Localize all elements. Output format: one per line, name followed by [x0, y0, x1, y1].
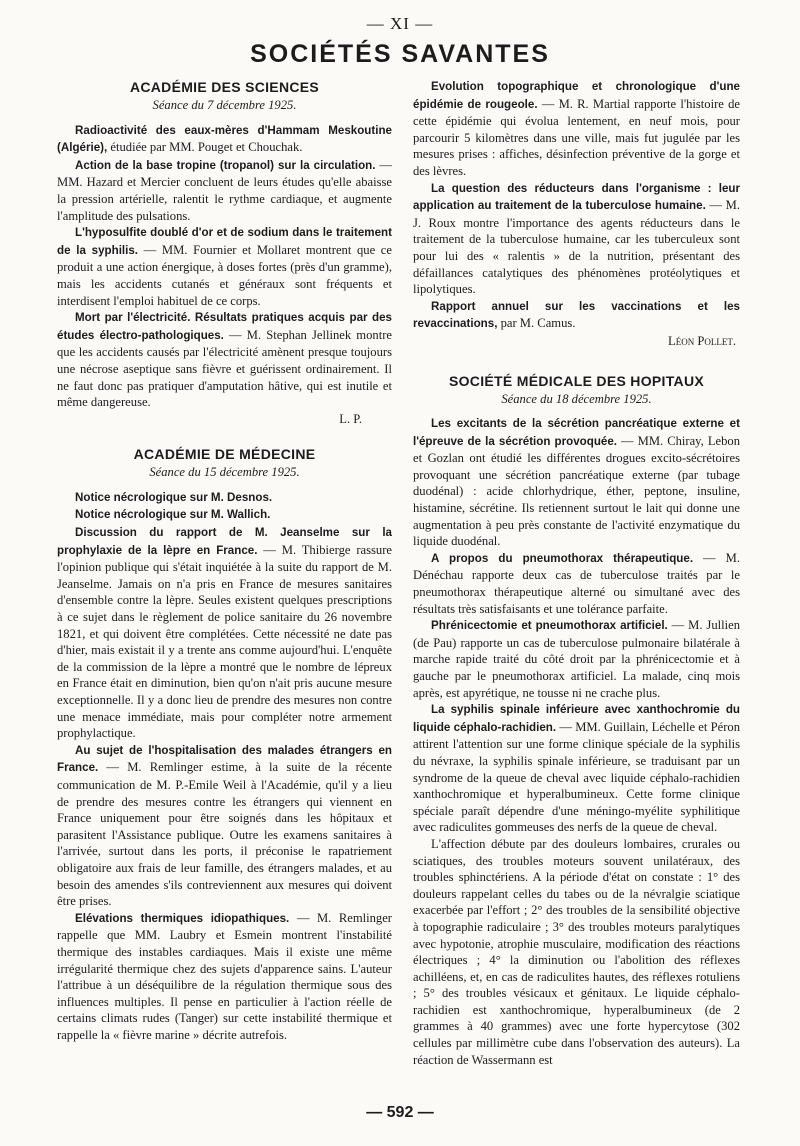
section-title-sciences: ACADÉMIE DES SCIENCES: [129, 79, 320, 95]
paragraph-body: — M. Remlinger estime, à la suite de la récente communication de M. P.-Emile Weil à l'Académie, qu'il y a lieu de prendre des mesures contre les étrangers qui viennent en France uniquement pour être soignés dans les hôpitaux et parasitent l'Assistance publique. Outre les examens sanitaires à l'arrivée, surtout dans les ports, il préconise le rapatriement obligatoire aux frais de leur famille, des étrangers malades, et au besoin des amendes s'ils contreviennent aux mesures qui doivent être prises.: [57, 760, 392, 909]
paragraph-lead: La syphilis spinale inférieure avec xanthochromie du liquide céphalo-rachidien.: [413, 703, 740, 734]
seance-date-hopitaux: Séance du 18 décembre 1925.: [501, 391, 652, 406]
paragraph-lead: Rapport annuel sur les vaccinations et les revaccinations,: [413, 299, 740, 331]
page-number: — 592 —: [366, 1104, 434, 1121]
left-column: [57, 78, 392, 1043]
paragraph-lead: La question des réducteurs dans l'organisme : leur application au traitement de la tuberculose humaine.: [413, 181, 740, 213]
paragraph-body: — M. Thibierge rassure l'opinion publique qui s'était inquiétée à la suite du rapport de M. Jeanselme. Jamais on n'a pris en France de mesures sanitaires d'ensemble contre la lèpre. Seules existent quelques prescriptions à ce sujet dans le règlement de police sanitaire du 26 novembre 1821, et qui doivent être complétées. Cette nécessité ne date pas d'hier, mais existait il y a trente ans comme aujourd'hui. L'enquête de la commission de la lèpre a montré que le nombre de lépreux en France était en diminution, bien qu'on n'ait pris aucune mesure exceptionnelle. Il y a donc lieu de prendre des mesures non contre une menace immédiate, mais pour compléter notre armement prophylactique.: [57, 542, 392, 741]
paragraph: [57, 309, 392, 411]
paragraph-lead: Au sujet de l'hospitalisation des malades étrangers en France.: [57, 743, 392, 775]
paragraph-body: — M. J. Roux montre l'importance des agents réducteurs dans le traitement de la tuberculose humaine, car les tuberculeux sont pour lui des « ralentis » de la nutrition, présentant des défaillances catalytiques des phénomènes protéolytiques et lipolytiques.: [413, 198, 740, 297]
paragraph-body: — MM. Chiray, Lebon et Gozlan ont étudié les différentes drogues excito-sécrétoires provoquant une sécrétion pancréatique externe (par tubage duodénal) : acide chlorhydrique, éther, peptone, insuline, histamine, sécrétine. Ils retiennent surtout le lait qui donne une augmentation à peu près constante de l'activité enzymatique du liquide duodénal.: [413, 433, 740, 549]
paragraph: [413, 180, 740, 298]
signature-lp: L. P.: [339, 411, 362, 426]
paragraph-body: — M. Dénéchau rapporte deux cas de tuberculose traités par le pneumothorax thérapeutique alterné ou simultané avec des résultats très satisfaisants et une tolérance parfaite.: [413, 550, 740, 616]
paragraph-body: — M. Stephan Jellinek montre que les accidents causés par l'électricité amènent presque toujours une nécrose aseptique sans fièvre et guérissent ordinairement. Il ne faut donc pas pratiquer d'amputation hâtive, qui est inutile et même dangereuse.: [57, 327, 392, 410]
paragraph: [57, 489, 392, 507]
paragraph: [413, 701, 740, 836]
paragraph-lead: Evolution topographique et chronologique d'une épidémie de rougeole.: [413, 80, 740, 111]
paragraph: [57, 157, 392, 224]
paragraph: [57, 224, 392, 309]
page-title: SOCIÉTÉS SAVANTES: [250, 40, 550, 68]
paragraph-lead: Radioactivité des eaux-mères d'Hammam Meskoutine (Algérie),: [57, 123, 392, 155]
paragraph-lead: Mort par l'électricité. Résultats pratiques acquis par des études électro-pathologiques.: [57, 311, 392, 342]
paragraph-lead: Les excitants de la sécrétion pancréatique externe et l'épreuve de la sécrétion provoquée.: [413, 417, 740, 448]
paragraph: [57, 122, 392, 157]
paragraph-body: étudiée par MM. Pouget et Chouchak.: [107, 140, 303, 155]
paragraph-lead: L'hyposulfite doublé d'or et de sodium dans le traitement de la syphilis.: [57, 226, 392, 257]
paragraph-lead: Action de la base tropine (tropanol) sur la circulation.: [75, 158, 376, 172]
paragraph: [413, 836, 740, 1068]
paragraph-body: — MM. Fournier et Mollaret montrent que ce produit a une action énergique, à doses fortes (près d'un gramme), mais les accidents cutanés et généraux sont fréquents et interdisent l'emploi habituel de ce corps.: [57, 242, 392, 308]
paragraph-body: par M. Camus.: [497, 316, 576, 331]
paragraph: [413, 617, 740, 701]
paragraph-body: — M. Remlinger rappelle que MM. Laubry et Esmein montrent l'instabilité thermique des instables cardiaques. Mais il existe une même irrégularité thermique chez des sujets d'apparence sains. L'auteur l'attribue à un déséquilibre de la régulation thermique sous des influences multiples. Il pense en particulier à l'action réelle de certains climats rudes (Tanger) sur cette instabilité thermique et rappelle la « fièvre marine » décrite autrefois.: [57, 910, 392, 1042]
paragraph: [57, 910, 392, 1044]
paragraph: [57, 742, 392, 910]
paragraph-body: — M. Jullien (de Pau) rapporte un cas de tuberculose pulmonaire bilatérale à marche rapide traité du côté droit par la phrénicectomie et à gauche par le pneumothorax artificiel. La malade, cinq mois après, est apyrétique, ne tousse ni ne crache plus.: [413, 618, 741, 700]
paragraph: [413, 415, 740, 550]
paragraph: [413, 298, 740, 333]
sciences-items: [57, 122, 392, 411]
right-column: [413, 78, 740, 1068]
paragraph: [413, 78, 740, 180]
medecine-items: [57, 489, 392, 1044]
paragraph-body: L'affection débute par des douleurs lombaires, crurales ou sciatiques, des troubles moteurs souvent unilatéraux, des troubles sphinctériens. A la période d'état on constate : 1° des douleurs rappelant celles du tabes ou de la névralgie sciatique exacerbée par l'effort ; 2° des troubles de la sensibilité objective à topographie radiculaire ; 3° des troubles moteurs paralytiques avec hypotonie, atrophie musculaire, modification des réactions électriques ; 4° la diminution ou l'abolition des réflexes achilléens, et, en cas de radiculites hautes, des réflexes rotuliens ; 5° des troubles vésicaux et génitaux. Le liquide céphalo-rachidien est xanthochromique, hyperalbumineux (de 2 grammes à 40 grammes) avec une forte hypercytose (302 cellules par millimètre cube dans l'observation des auteurs). La réaction de Wassermann est: [413, 836, 740, 1067]
seance-date-sciences: Séance du 7 décembre 1925.: [152, 98, 297, 112]
paragraph-lead: Phrénicectomie et pneumothorax artificiel.: [431, 619, 668, 633]
paragraph-lead: Notice nécrologique sur M. Wallich.: [75, 508, 271, 522]
paragraph-body: — MM. Guillain, Léchelle et Péron attirent l'attention sur une forme clinique spéciale de la syphilis du névraxe, la syphilis spinale inférieure, se traduisant par un syndrome de la queue de cheval avec liquide céphalo-rachidien xanthochromique et hyperalbumineux. Cette forme clinique spéciale paraît dépendre d'une méningo-myélite syphilitique avec radiculites gommeuses des nerfs de la queue de cheval.: [413, 719, 740, 835]
section-title-hopitaux: SOCIÉTÉ MÉDICALE DES HOPITAUX: [448, 372, 705, 389]
signature-leon-pollet: Léon Pollet.: [668, 333, 736, 348]
continued-items: [413, 78, 740, 333]
paragraph-lead: Discussion du rapport de M. Jeanselme sur la prophylaxie de la lèpre en France.: [57, 526, 392, 557]
seance-date-medecine: Séance du 15 décembre 1925.: [149, 465, 300, 480]
section-title-medecine: ACADÉMIE DE MÉDECINE: [133, 446, 316, 463]
paragraph-lead: A propos du pneumothorax thérapeutique.: [431, 551, 694, 565]
paragraph: [57, 506, 392, 524]
page-roman-numeral: — XI —: [366, 14, 434, 33]
paragraph-body: — MM. Hazard et Mercier concluent de leurs études qu'elle abaisse la pression artérielle, ralentit le rythme cardiaque, et augmente l'amplitude des pulsations.: [57, 157, 392, 223]
paragraph: [413, 550, 740, 617]
paragraph-lead: Notice nécrologique sur M. Desnos.: [75, 490, 273, 504]
paragraph: [57, 524, 392, 742]
paragraph-lead: Elévations thermiques idiopathiques.: [75, 911, 290, 925]
hopitaux-items: [413, 415, 740, 1068]
paragraph-body: — M. R. Martial rapporte l'histoire de cette épidémie qui évolua lentement, en neuf mois, pour parcourir 5 kilomètres dans une ville, mais fut jugulée par les mesures prises : affiches, désinfection préventive de la gorge et des lèvres.: [413, 96, 740, 178]
